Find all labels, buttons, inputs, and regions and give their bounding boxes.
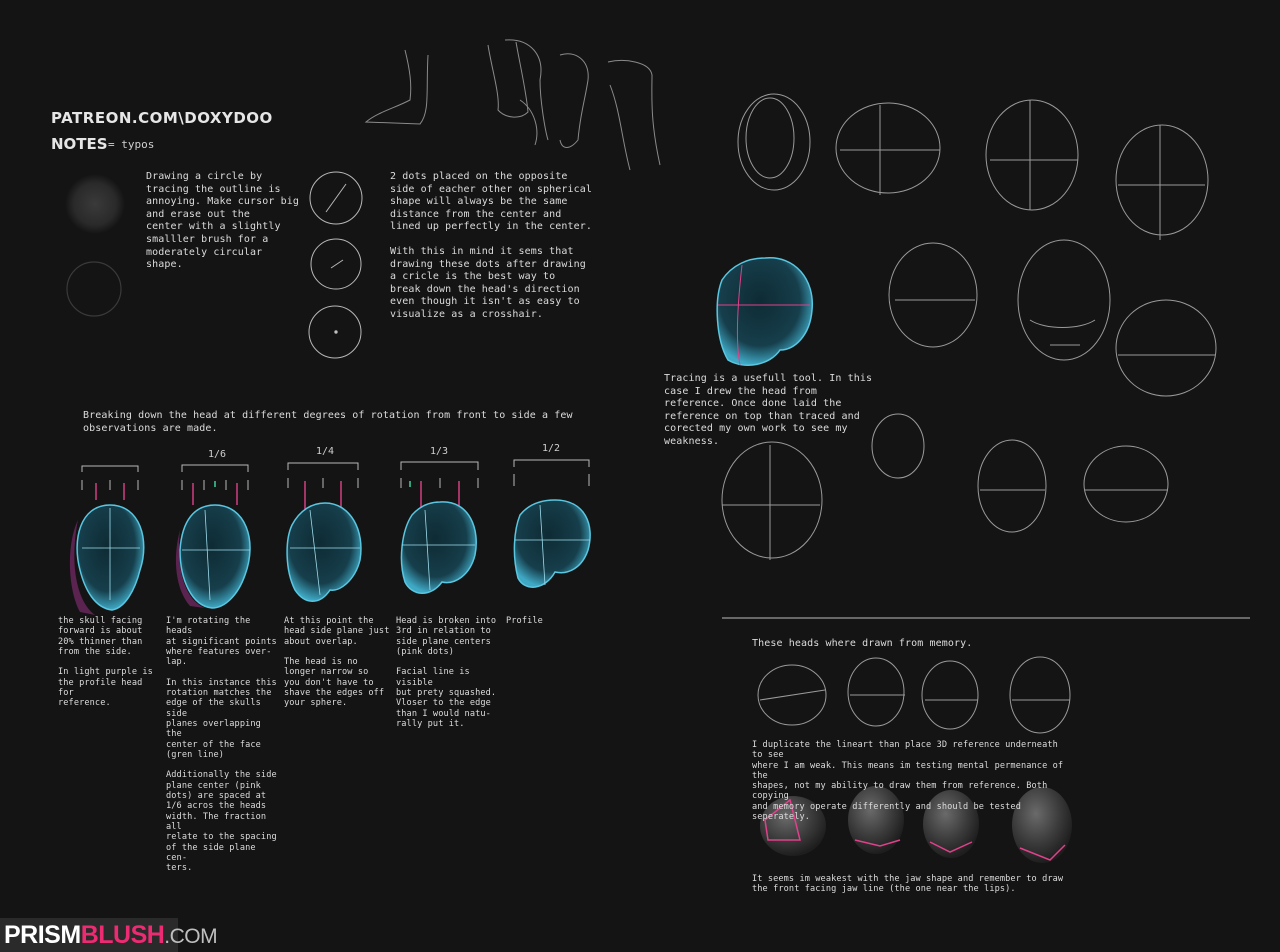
circle-tip-note: Drawing a circle by tracing the outline is annoying. Make cursor big and erase out the center with a slightly smalller brush for a moderately circular shape. <box>146 171 300 271</box>
soft-brush-dot <box>65 174 125 234</box>
leg-sketches <box>366 40 660 170</box>
memory-sketches <box>758 657 1070 733</box>
traced-head <box>717 258 812 365</box>
fraction-label: 1/3 <box>430 446 449 457</box>
fraction-label: 1/2 <box>542 443 561 454</box>
jaw-note: It seems im weakest with the jaw shape and remember to draw the front facing jaw line (the one near the lips). <box>752 874 1064 895</box>
rotation-note-profile: Profile <box>506 616 543 626</box>
site-title: PATREON.COM\DOXYDOO <box>51 109 273 127</box>
rotation-intro: Breaking down the head at different degrees of rotation from front to side a few observations are made. <box>83 410 573 434</box>
rotation-note-third: Head is broken into 3rd in relation to side plane centers (pink dots) Facial line is visible but prety squashed. Vloser to the edge than I would natu- rally put it. <box>396 616 497 729</box>
memory-title: These heads where drawn from memory. <box>752 638 973 649</box>
logo-blush: BLUSH <box>80 921 165 949</box>
notes-legend: = typos <box>108 138 155 151</box>
notes-heading: NOTES <box>51 135 108 153</box>
dots-note-2: With this in mind it sems that drawing these dots after drawing a cricle is the best way to break down the head's direction even though it isn't as easy to visualize as a crosshair. <box>390 246 586 320</box>
rotation-note-front: the skull facing forward is about 20% thinner than from the side. In light purple is the profile head for reference. <box>58 616 153 709</box>
fraction-label: 1/4 <box>316 446 335 457</box>
memory-note: I duplicate the lineart than place 3D reference underneath to see where I am weak. This means im testing mental permenance of the shapes, not my ability to draw them from reference. Both copying and memory operate differently and should be tested seperately. <box>752 740 1064 823</box>
rotation-note-quarter: At this point the head side plane just about overlap. The head is no longer narrow so you don't have to shave the edges off your sphere. <box>284 616 390 709</box>
prismblush-watermark <box>0 918 218 952</box>
tracing-note: Tracing is a usefull tool. In this case I drew the head from reference. Once done laid the reference on top than traced and corected my own work to see my weakness. <box>664 373 873 447</box>
rotation-note-sixth: I'm rotating the heads at significant points where features over- lap. In this instance this rotation matches the edge of the skulls side planes overlapping the center of the face (gren line) Additionally the side plane center (pink dots) are spaced at 1/6 acros the heads width. The fraction all relate to the spacing of the side plane cen- ters. <box>166 616 277 874</box>
erased-circle <box>67 262 121 316</box>
rotation-heads <box>70 500 590 615</box>
dots-note-1: 2 dots placed on the opposite side of eacher other on spherical shape will always be the same distance from the center and lined up perfectly in the center. <box>390 171 592 233</box>
logo-prism: PRISM <box>4 921 81 949</box>
dot-circles <box>309 172 362 358</box>
fraction-label: 1/6 <box>208 449 227 460</box>
logo-com: .COM <box>164 925 218 948</box>
